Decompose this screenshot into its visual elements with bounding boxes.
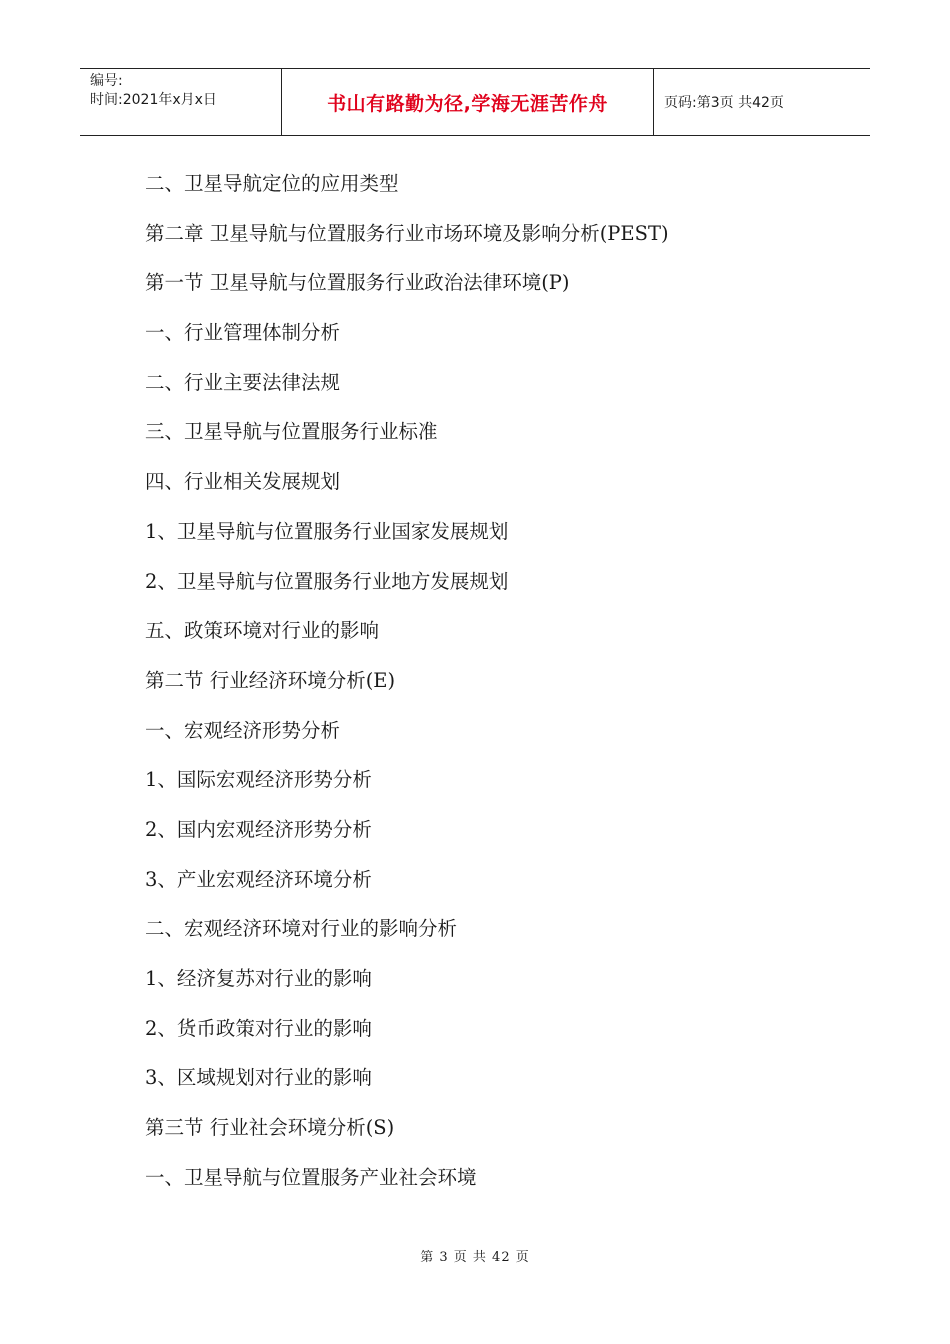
toc-entry: 五、政策环境对行业的影响	[145, 619, 380, 643]
toc-entry: 2、国内宏观经济形势分析	[145, 817, 372, 841]
toc-entry: 3、区域规划对行业的影响	[145, 1066, 372, 1090]
toc-entry: 二、宏观经济环境对行业的影响分析	[145, 917, 458, 941]
toc-entry: 1、经济复苏对行业的影响	[145, 967, 372, 990]
toc-entry: 1、卫星导航与位置服务行业国家发展规划	[145, 519, 509, 543]
toc-entry: 一、行业管理体制分析	[145, 321, 341, 345]
toc-entry: 1、国际宏观经济形势分析	[145, 768, 372, 792]
toc-entry: 第二节 行业经济环境分析(E)	[145, 668, 396, 692]
toc-entry: 一、卫星导航与位置服务产业社会环境	[145, 1165, 477, 1189]
toc-entry: 3、产业宏观经济环境分析	[145, 867, 372, 891]
toc-entry: 二、行业主要法律法规	[145, 370, 341, 394]
header-page-info-cell	[654, 69, 870, 135]
toc-entry: 一、宏观经济形势分析	[145, 718, 341, 742]
toc-entry: 2、货币政策对行业的影响	[145, 1016, 372, 1040]
header-motto: 书山有路勤为径,学海无涯苦作舟	[327, 92, 608, 115]
toc-entry: 第一节 卫星导航与位置服务行业政治法律环境(P)	[145, 271, 570, 295]
table-of-contents	[145, 168, 845, 1211]
document-header	[80, 68, 870, 136]
document-number-label: 编号:	[90, 73, 123, 89]
toc-entry: 2、卫星导航与位置服务行业地方发展规划	[145, 569, 509, 593]
header-motto-cell	[282, 69, 654, 135]
toc-entry: 三、卫星导航与位置服务行业标准	[145, 420, 438, 444]
toc-entry: 二、卫星导航定位的应用类型	[145, 172, 399, 195]
toc-entry: 第三节 行业社会环境分析(S)	[145, 1116, 395, 1140]
page-footer: 第 3 页 共 42 页	[420, 1250, 530, 1265]
toc-entry: 四、行业相关发展规划	[145, 470, 341, 494]
header-page-info: 页码:第3页 共42页	[664, 95, 784, 111]
document-time-label: 时间:2021年x月x日	[90, 92, 217, 108]
header-meta-cell	[80, 69, 282, 135]
toc-entry: 第二章 卫星导航与位置服务行业市场环境及影响分析(PEST)	[145, 221, 669, 245]
